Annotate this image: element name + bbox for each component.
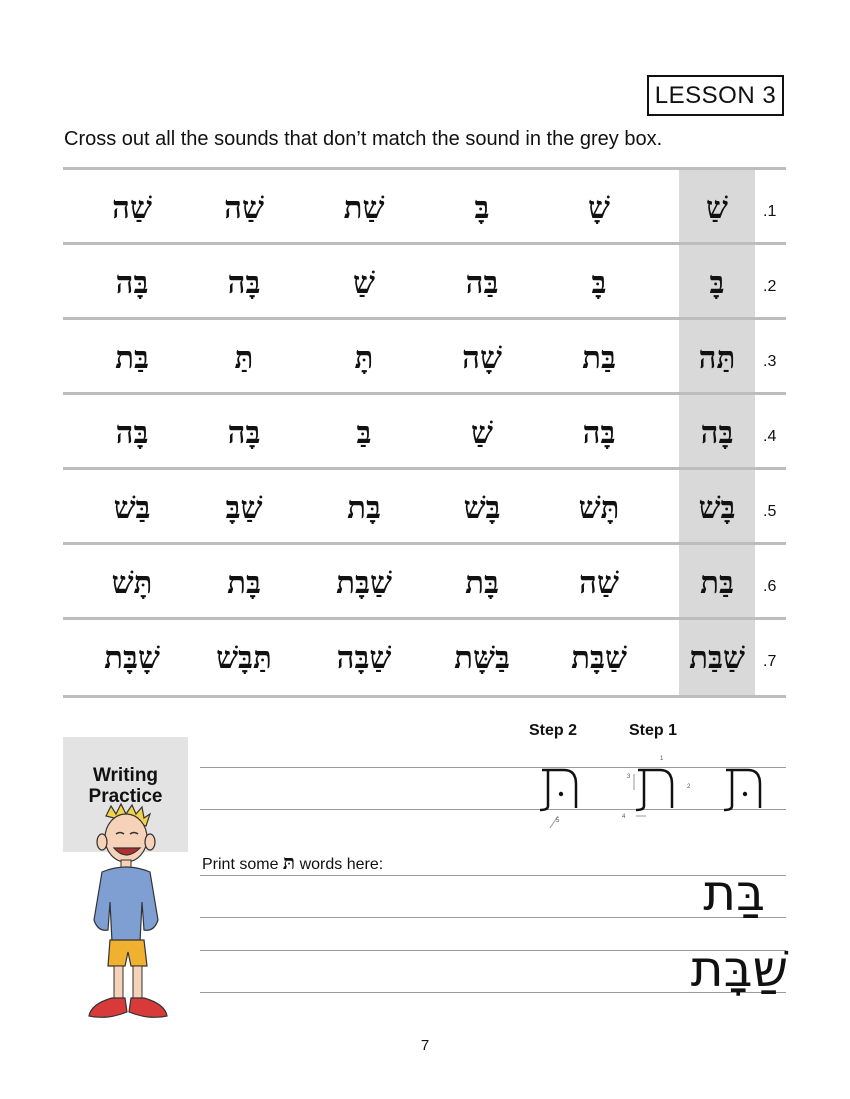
sound-choice[interactable]: שַׁ [353,264,375,301]
sound-choice[interactable]: בָּה [115,264,149,301]
sound-choice[interactable]: שַׁה [112,189,152,226]
sound-choice[interactable]: בַּשָּׁת [454,639,510,676]
sound-choice[interactable]: בָּה [115,414,149,451]
sound-choice[interactable]: שַׁה [579,564,619,601]
target-sound: שַׁ [706,189,728,226]
sound-choice[interactable]: בָּה [227,414,261,451]
guide-line [200,875,786,876]
stroke-number-4: 4 [622,814,626,820]
print-letter: תּ [282,850,296,874]
exercise-row [63,245,786,320]
stroke-number-2: 2 [687,784,691,790]
sound-choice[interactable]: בָּ [474,189,490,226]
row-number: .6 [763,577,777,595]
sound-choice[interactable]: שַׁבָּת [571,639,627,676]
boy-illustration [80,802,175,1027]
sound-choice[interactable]: בַּת [115,339,149,376]
sound-choice[interactable]: תַּ [234,339,254,376]
sound-choice[interactable]: שָׁה [462,339,502,376]
exercise-row [63,545,786,620]
page-number: 7 [420,1037,430,1054]
step1-label: Step 1 [629,722,678,739]
sound-choice[interactable]: שָׁבָּת [104,639,160,676]
sound-choice[interactable]: שַׁבָּ [225,489,263,526]
sound-choice[interactable]: בָּת [347,489,381,526]
row-number: .2 [763,277,777,295]
stroke-number-1: 1 [660,756,664,762]
boy-shirt [94,867,158,942]
sound-choice[interactable]: בַּשׁ [113,489,151,526]
boy-shoe-right [129,998,167,1017]
sample-word-2: שַׁבָּת [690,940,788,998]
exercise-row [63,620,786,695]
row-divider [63,695,786,698]
exercise-row [63,320,786,395]
target-sound: בַּת [700,564,734,601]
sound-choice[interactable]: תָּשׁ [111,564,153,601]
sound-choice[interactable]: שַׁת [343,189,385,226]
writing-title-line1: Writing [92,765,159,786]
row-number: .4 [763,427,777,445]
sound-choice[interactable]: בַּת [582,339,616,376]
sound-choice[interactable]: תָּשׁ [578,489,620,526]
sound-choice[interactable]: שָׁ [588,189,610,226]
guide-line [200,917,786,918]
target-sound: בָּה [700,414,734,451]
instruction-text: Cross out all the sounds that don’t match the sound in the grey box. [64,128,663,150]
boy-shorts [108,940,147,966]
sound-choice[interactable]: שַׁבָּת [336,564,392,601]
stroke-number-5: 5 [556,818,560,824]
sample-word-1: בַּת [703,864,765,922]
sound-choice[interactable]: שַׁ [471,414,493,451]
print-suffix: words here: [299,856,384,873]
sound-choice[interactable]: תַּבָּשׁ [216,639,272,676]
sound-choice[interactable]: בָּ [591,264,607,301]
target-sound: בָּשׁ [698,489,736,526]
writing-title-line2: Practice [88,786,163,807]
row-number: .7 [763,652,777,670]
row-number: .5 [763,502,777,520]
sound-choice[interactable]: תָּ [354,339,374,376]
lesson-label: LESSON 3 [647,75,784,116]
sound-choice[interactable]: בָּשׁ [463,489,501,526]
writing-practice-title [63,765,188,807]
tav-step-diagrams [520,750,790,835]
print-words-prompt [202,850,383,875]
target-sound: תַּה [698,339,736,376]
sound-choice[interactable]: שַׁבָּה [336,639,392,676]
sound-choice[interactable]: בַּ [356,414,372,451]
step2-label: Step 2 [529,722,578,739]
exercise-row [63,395,786,470]
print-prefix: Print some [202,856,279,873]
row-number: .1 [763,202,777,220]
sound-choice[interactable]: בָּת [227,564,261,601]
sound-choice[interactable]: שַׁה [224,189,264,226]
sound-choice[interactable]: בָּה [582,414,616,451]
sound-choice[interactable]: בָּה [227,264,261,301]
exercise-row [63,170,786,245]
boy-shoe-left [89,998,127,1017]
target-sound: בָּ [709,264,725,301]
sound-choice[interactable]: בָּת [465,564,499,601]
exercise-row [63,470,786,545]
target-sound: שַׁבַּת [689,639,745,676]
sound-choice[interactable]: בַּה [465,264,499,301]
row-number: .3 [763,352,777,370]
stroke-number-3: 3 [627,774,631,780]
